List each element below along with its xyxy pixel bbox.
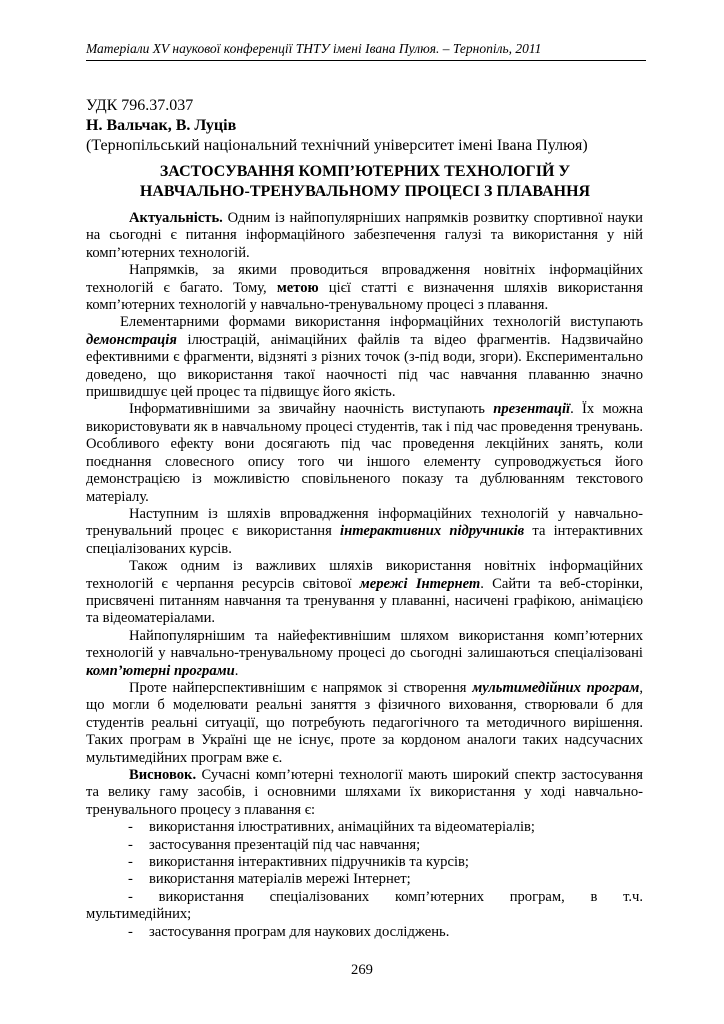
title-line-2: НАВЧАЛЬНО-ТРЕНУВАЛЬНОМУ ПРОЦЕСІ З ПЛАВАННЯ xyxy=(139,183,591,200)
author-block xyxy=(86,96,646,156)
word: програм, xyxy=(509,888,565,905)
paragraph-multimedia xyxy=(86,680,643,767)
list-dash: - xyxy=(128,871,133,888)
list-dash: - xyxy=(128,854,133,871)
paragraph-text: , що могли б моделювати реальні заняття з фізичного виховання, створювали б для студентів реальні ситуації, що потребують педагогічного та методичного вирішення. Таких програм в Україні ще не існує, проте за кордоном аналоги таких надсучасних мультимедійних програм вже є. xyxy=(86,679,643,766)
paragraph-textbooks xyxy=(86,506,643,558)
paragraph-programs xyxy=(86,628,643,680)
paragraph-text: . xyxy=(234,662,239,679)
list-item-text: застосування презентацій під час навчання; xyxy=(149,836,421,853)
list-item-justified-line xyxy=(86,889,643,906)
paragraph-conclusion xyxy=(86,767,643,819)
paragraph-text: та інтерактивних спеціалізованих курсів. xyxy=(86,523,644,557)
paragraph-text: . Їх можна використовувати як в навчальному процесі студентів, так і під час проведення тренувань. Особливого ефекту вони досягають під час проведення лекційних занять, коли поєднання словесного опису того чи іншого елементу супроводжується його демонстрацією із можливістю сповільненого показу та дублюванням текстового матеріалу. xyxy=(86,401,643,505)
emph-textbooks: інтерактивних підручників xyxy=(340,523,525,540)
paragraph-goal xyxy=(86,262,643,314)
paragraph-text: Сучасні комп’ютерні технології мають широкий спектр застосування та велику гаму засобів, і основними шляхами їх використання у ході навчально-тренувального процесу з плавання є: xyxy=(86,767,643,818)
author-names: Н. Вальчак, В. Луців xyxy=(86,117,237,134)
word: в xyxy=(590,888,598,905)
emph-programs: комп’ютерні програми xyxy=(86,662,235,679)
list-dash: - xyxy=(128,836,133,853)
list-item xyxy=(86,819,643,836)
list-item xyxy=(86,837,643,854)
paragraph-text: ілюстрацій, анімаційних файлів та відео фрагментів. Надзвичайно ефективними є фрагменти, відзняті з різних точок (з-під води, згори). Експериментально доведено, що використання такої наочності під час навчання плаванню значно пришвидшує цей процес та підвищує його якість. xyxy=(86,331,643,401)
list-dash: - xyxy=(128,923,133,940)
word: т.ч. xyxy=(623,888,643,905)
paragraph-presentations xyxy=(86,401,643,505)
paragraph-text: . Сайти та веб-сторінки, присвячені питанням навчання та тренування у плаванні, насичені графікою, анімацією та відеоматеріалами. xyxy=(86,575,644,627)
paragraph-text: Проте найперспективнішим є напрямок зі створення xyxy=(129,679,473,696)
paragraph-text: цієї статті є визначення шляхів використання комп’ютерних технологій у навчально-тренувальному процесі з плавання. xyxy=(86,279,643,314)
paragraph-text: Інформативнішими за звичайну наочність виступають xyxy=(129,401,494,418)
article-body xyxy=(86,210,643,941)
running-header: Матеріали XV наукової конференції ТНТУ імені Івана Пулюя. – Тернопіль, 2011 xyxy=(86,41,646,61)
list-item xyxy=(86,854,643,871)
list-dash: - xyxy=(128,888,133,905)
emph-multimedia: мультимедійних програм xyxy=(472,679,640,696)
paragraph-text: Одним із найпопулярніших напрямків розвитку спортивної науки на сьогодні є питання інформаційного забезпечення галузі та використання у ній комп’ютерних технологій. xyxy=(86,210,643,261)
list-item xyxy=(86,889,643,924)
goal-keyword: метою xyxy=(276,279,319,296)
lead-conclusion: Висновок. xyxy=(129,767,197,783)
list-item-text: використання ілюстративних, анімаційних та відеоматеріалів; xyxy=(149,819,535,836)
paragraph-internet xyxy=(86,558,643,628)
list-item-text: використання інтерактивних підручників та курсів; xyxy=(149,854,469,871)
paragraph-text: Напрямків, за якими проводиться впровадження новітніх інформаційних технологій є багато. Тому, xyxy=(86,262,643,296)
list-dash: - xyxy=(128,819,133,836)
word: комп’ютерних xyxy=(394,888,484,905)
affiliation: (Тернопільський національний технічний університет імені Івана Пулюя) xyxy=(86,137,588,154)
conclusion-list xyxy=(86,819,643,941)
word: спеціалізованих xyxy=(269,888,370,905)
word: використання xyxy=(158,888,244,905)
emph-internet: мережі Інтернет xyxy=(359,575,481,592)
article-title xyxy=(86,162,644,202)
emph-presentations: презентації xyxy=(493,401,571,418)
paragraph-text: Також одним із важливих шляхів використання новітніх інформаційних технологій є черпання ресурсів світової xyxy=(86,558,643,592)
list-item xyxy=(86,924,643,941)
page-number: 269 xyxy=(351,962,373,978)
paragraph-relevance xyxy=(86,210,643,262)
paragraph-text: Елементарними формами використання інформаційних технологій виступають xyxy=(120,314,643,331)
udk-code: УДК 796.37.037 xyxy=(86,97,194,114)
emph-demonstration: демонстрація xyxy=(86,331,177,348)
paragraph-text: Найпопулярнішим та найефективнішим шляхом використання комп’ютерних технологій у навчально-тренувальному процесі до сьогодні залишаються спеціалізовані xyxy=(86,627,643,662)
lead-relevance: Актуальність. xyxy=(129,210,223,226)
paragraph-text: Наступним із шляхів впровадження інформаційних технологій у навчально-тренувальний процес є використання xyxy=(86,505,643,540)
list-item-continuation: мультимедійних; xyxy=(86,906,192,923)
list-item-text: застосування програм для наукових досліджень. xyxy=(149,923,450,940)
paragraph-demonstration xyxy=(86,314,643,401)
list-item xyxy=(86,871,643,888)
title-line-1: ЗАСТОСУВАННЯ КОМП’ЮТЕРНИХ ТЕХНОЛОГІЙ У xyxy=(159,163,571,180)
list-item-text: використання матеріалів мережі Інтернет; xyxy=(149,871,411,888)
